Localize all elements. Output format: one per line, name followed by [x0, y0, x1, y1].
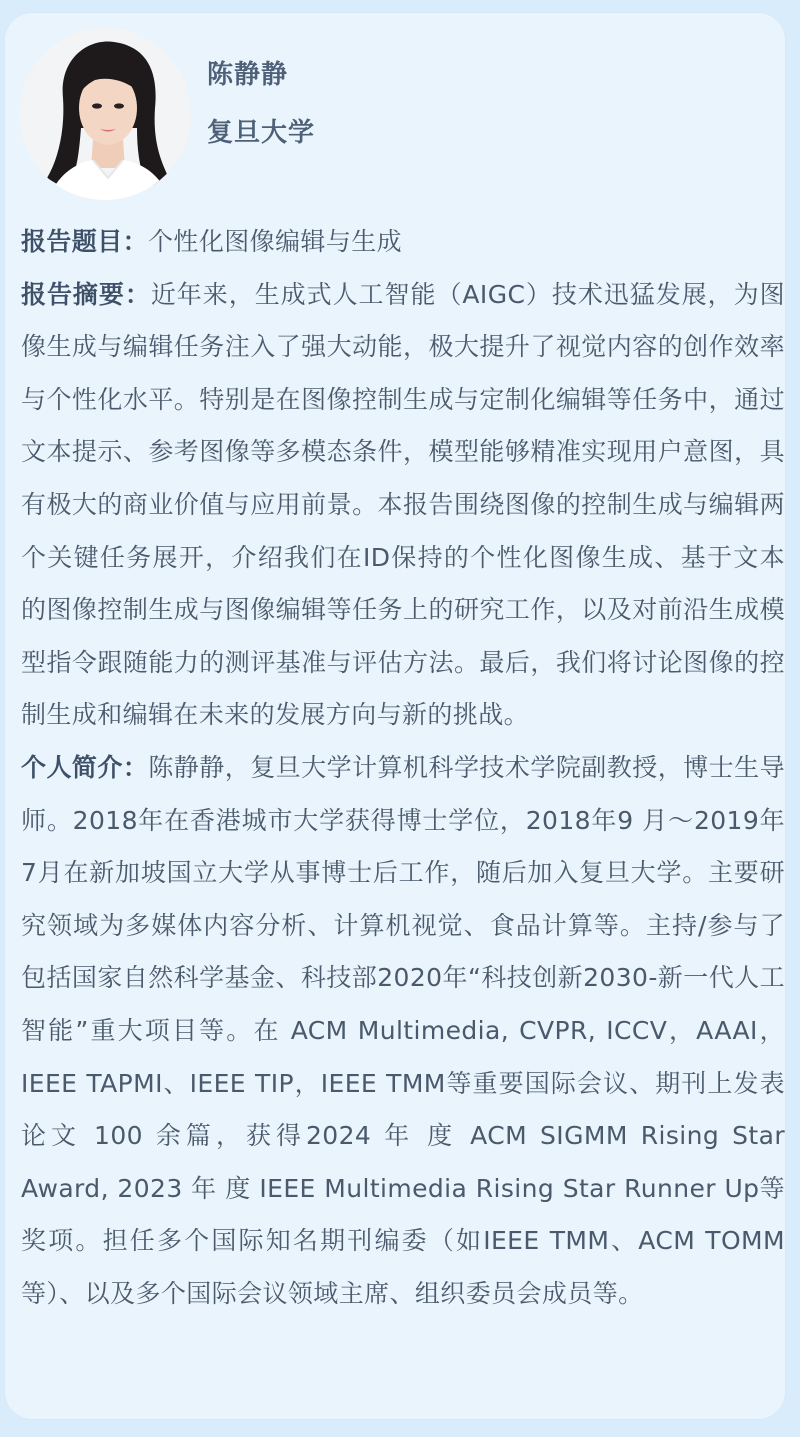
bio-paragraph — [21, 742, 785, 1321]
abstract-label: 报告摘要： — [21, 279, 151, 309]
talk-title-label: 报告题目： — [21, 227, 149, 256]
speaker-name: 陈静静 — [207, 60, 289, 90]
speaker-photo — [19, 28, 191, 200]
talk-title-paragraph — [21, 216, 785, 269]
abstract-paragraph — [21, 269, 785, 742]
talk-details — [21, 216, 785, 1320]
portrait-illustration — [19, 28, 191, 200]
speaker-card — [4, 12, 786, 1420]
bio-label: 个人简介： — [21, 752, 149, 782]
abstract-text: 近年来，生成式人工智能（AIGC）技术迅猛发展，为图像生成与编辑任务注入了强大动能，极大提升了视觉内容的创作效率与个性化水平。特别是在图像控制生成与定制化编辑等任务中，通过文本提示、参考图像等多模态条件，模型能够精准实现用户意图，具有极大的商业价值与应用前景。本报告围绕图像的控制生成与编辑两个关键任务展开，介绍我们在ID保持的个性化图像生成、基于文本的图像控制生成与图像编辑等任务上的研究工作，以及对前沿生成模型指令跟随能力的测评基准与评估方法。最后，我们将讨论图像的控制生成和编辑在未来的发展方向与新的挑战。 — [21, 279, 785, 730]
talk-title-text: 个性化图像编辑与生成 — [148, 227, 403, 256]
bio-text: 陈静静，复旦大学计算机科学技术学院副教授，博士生导师。2018年在香港城市大学获得博士学位，2018年9 月～2019年7月在新加坡国立大学从事博士后工作，随后加入复旦大学。主要研究领域为多媒体内容分析、计算机视觉、食品计算等。主持/参与了包括国家自然科学基金、科技部2020年“科技创新2030-新一代人工智能”重大项目等。在 ACM Multimedia, CVPR, ICCV，AAAI，IEEE TAPMI、IEEE TIP，IEEE TMM等重要国际会议、期刊上发表论文 100 余篇，获得2024 年 度 ACM SIGMM Rising Star Award, 2023 年 度 IEEE Multimedia Rising Star Runner Up等奖项。担任多个国际知名期刊编委（如IEEE TMM、ACM TOMM等）、以及多个国际会议领域主席、组织委员会成员等。 — [21, 752, 785, 1308]
speaker-affiliation: 复旦大学 — [207, 118, 316, 148]
